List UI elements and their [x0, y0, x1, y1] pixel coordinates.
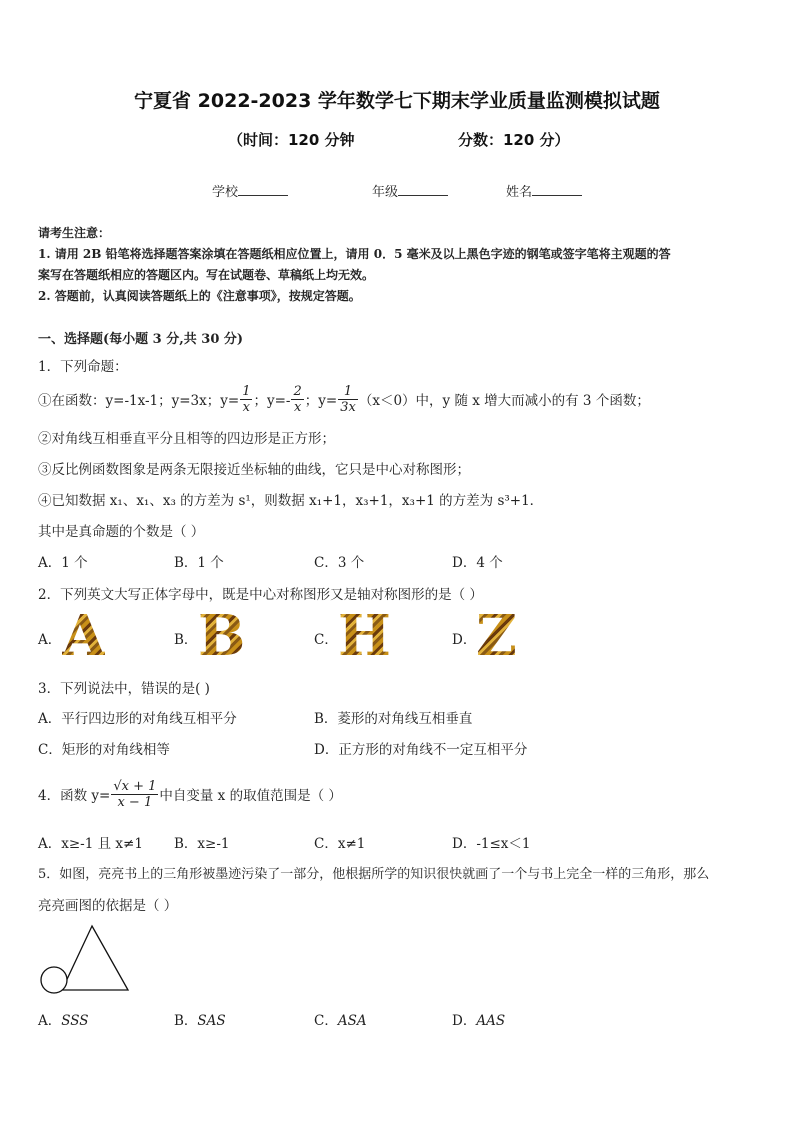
option-value: AAS: [476, 1013, 506, 1029]
q3-option-c: C．矩形的对角线相等: [38, 742, 170, 758]
fraction: [338, 384, 358, 415]
q1-item1-mid2: ；y=: [304, 393, 338, 409]
grade-label: 年级: [372, 185, 399, 200]
q4-pre: 4．函数 y=: [38, 788, 111, 804]
fraction-denominator: 3x: [340, 399, 356, 415]
q4-option-a: A．x≥-1 且 x≠1: [38, 836, 143, 852]
q4-post: 中自变量 x 的取值范围是（ ）: [159, 788, 342, 804]
q1-option-c: C．3 个: [314, 555, 365, 571]
fraction-denominator: x − 1: [117, 794, 153, 810]
q1-item-2: ②对角线互相垂直平分且相等的四边形是正方形；: [38, 431, 335, 447]
q2-option-d-label: D．: [452, 632, 477, 648]
fraction-numerator: 1: [242, 383, 251, 399]
ink-blot: [41, 967, 67, 993]
option-label: D．: [452, 1013, 477, 1029]
q1-ask: 其中是真命题的个数是（ ）: [38, 524, 205, 540]
fraction-denominator: x: [242, 399, 251, 415]
q5-stem-line-1: 5．如图，亮亮书上的三角形被墨迹污染了一部分，他根据所学的知识很快就画了一个与书上完全一样的三角形，那么: [38, 867, 710, 882]
notice-line-1a: 1. 请用 2B 铅笔将选择题答案涂填在答题纸相应位置上，请用 0．5 毫米及以上黑色字迹的钢笔或签字笔将主观题的答: [38, 247, 671, 261]
ink-stained-triangle-figure: [36, 920, 136, 1002]
section-heading: 一、选择题(每小题 3 分,共 30 分): [38, 332, 244, 347]
fraction-numerator: 1: [338, 384, 358, 400]
q2-option-c-label: C．: [314, 632, 338, 648]
q1-option-d: D．4 个: [452, 555, 503, 571]
letter-h-image: H: [338, 603, 391, 669]
letter-a-image: A: [62, 603, 106, 669]
q4-option-d: D．-1≤x＜1: [452, 836, 531, 852]
name-field: [506, 181, 582, 200]
school-field: [212, 181, 288, 200]
q3-option-b: B．菱形的对角线互相垂直: [314, 711, 473, 727]
q4-option-b: B．x≥-1: [174, 836, 230, 852]
fraction-denominator: x: [293, 399, 302, 415]
option-value: ASA: [337, 1013, 367, 1029]
fraction-numerator: 2: [293, 383, 302, 399]
q1-item-1: [38, 378, 650, 420]
option-value: SSS: [61, 1013, 89, 1029]
q1-item-3: ③反比例函数图象是两条无限接近坐标轴的曲线，它只是中心对称图形；: [38, 462, 470, 478]
exam-score: 分数：120 分）: [458, 131, 570, 149]
fraction-numerator: √x + 1: [113, 778, 157, 794]
q4-stem: [38, 772, 342, 816]
q2-option-b-label: B．: [174, 632, 198, 648]
q2-option-a-label: A．: [38, 632, 62, 648]
q5-option-a: [38, 1009, 89, 1029]
q1-item-4: ④已知数据 x₁、x₁、x₃ 的方差为 s¹，则数据 x₁+1，x₃+1，x₃+1 的方差为 s³+1．: [38, 493, 544, 509]
q5-option-b: [174, 1009, 226, 1029]
notice-line-2: 2. 答题前，认真阅读答题纸上的《注意事项》，按规定答题。: [38, 289, 361, 303]
letter-b-image: B: [198, 603, 246, 669]
option-value: SAS: [197, 1013, 226, 1029]
q5-option-c: [314, 1009, 367, 1029]
grade-field: [372, 181, 448, 200]
triangle: [62, 926, 128, 990]
school-label: 学校: [212, 185, 239, 200]
option-label: A．: [38, 1013, 62, 1029]
option-label: C．: [314, 1013, 338, 1029]
option-label: B．: [174, 1013, 198, 1029]
q4-option-c: C．x≠1: [314, 836, 366, 852]
name-label: 姓名: [506, 185, 533, 200]
grade-blank: [398, 183, 448, 196]
q1-option-b: B．1 个: [174, 555, 224, 571]
q1-option-a: A．1 个: [38, 555, 88, 571]
fraction: [240, 384, 252, 415]
q1-stem: 1．下列命题：: [38, 359, 128, 375]
notice-line-1b: 案写在答题纸相应的答题区内。写在试题卷、草稿纸上均无效。: [38, 268, 375, 282]
q2-stem: 2．下列英文大写正体字母中，既是中心对称图形又是轴对称图形的是（ ）: [38, 587, 483, 603]
q3-option-d: D．正方形的对角线不一定互相平分: [314, 742, 528, 758]
q3-option-a: A．平行四边形的对角线互相平分: [38, 711, 237, 727]
school-blank: [238, 183, 288, 196]
exam-time: （时间：120 分钟: [228, 131, 355, 149]
q5-stem-line-2: 亮亮画图的依据是（ ）: [38, 898, 178, 914]
letter-z-image: Z: [476, 603, 517, 669]
fraction: [291, 384, 303, 415]
q3-stem: 3．下列说法中，错误的是( ): [38, 681, 210, 697]
notice-heading: 请考生注意：: [38, 226, 111, 240]
q1-item1-mid1: ；y=-: [253, 393, 291, 409]
q1-item1-post: （x＜0）中，y 随 x 增大而减小的有 3 个函数；: [358, 393, 650, 409]
q1-item1-pre: ①在函数：y=-1x-1；y=3x；y=: [38, 393, 240, 409]
page-title: 宁夏省 2022-2023 学年数学七下期末学业质量监测模拟试题: [134, 90, 660, 112]
q5-option-d: [452, 1009, 505, 1029]
name-blank: [532, 183, 582, 196]
fraction: [111, 779, 158, 810]
